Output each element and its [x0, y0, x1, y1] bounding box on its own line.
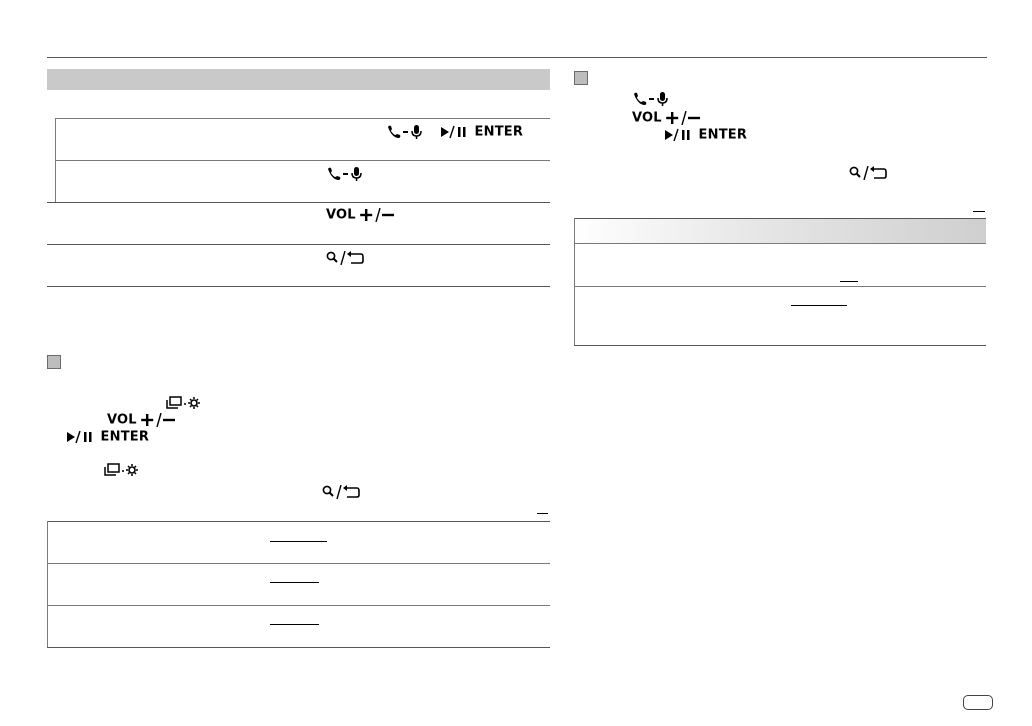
plus-minus-icon	[360, 208, 396, 222]
section-header-bar	[47, 69, 550, 90]
play-pause-enter-button	[66, 430, 149, 444]
phone-icon	[386, 124, 426, 140]
table-rule	[47, 563, 550, 564]
underline-mark	[537, 513, 548, 514]
phone-mic-button	[326, 166, 366, 182]
phone-mic-button	[632, 91, 672, 107]
plus-minus-icon	[666, 111, 702, 125]
default-underline	[791, 305, 847, 306]
play-pause-enter-button	[440, 125, 523, 139]
display-settings-icon	[166, 396, 202, 410]
table-rule	[574, 286, 986, 287]
vol-label: VOL	[107, 412, 137, 428]
display-settings-icon	[104, 463, 140, 477]
volume-control	[107, 413, 177, 427]
table-rule	[574, 345, 986, 346]
play-pause-icon	[66, 430, 96, 444]
table-rule	[47, 521, 550, 522]
table-rule	[574, 243, 986, 244]
table-border	[574, 218, 575, 345]
vol-label: VOL	[326, 207, 356, 223]
search-back-button	[326, 251, 364, 265]
table-rule	[47, 244, 550, 245]
table-border	[47, 521, 48, 647]
table-rule	[47, 286, 550, 287]
underline-mark	[973, 211, 985, 212]
display-settings-button	[166, 396, 202, 410]
table-rule	[47, 202, 550, 203]
table-rule	[55, 118, 550, 119]
play-pause-icon	[440, 125, 470, 139]
phone-mic-button	[386, 124, 426, 140]
section-marker	[47, 355, 61, 369]
phone-icon	[326, 166, 366, 182]
page-number-badge	[963, 695, 993, 710]
table-header-bar	[574, 219, 986, 243]
search-back-icon	[849, 166, 887, 180]
table-border	[55, 118, 56, 202]
top-rule	[47, 57, 987, 58]
table-rule	[55, 160, 550, 161]
default-underline	[270, 541, 327, 542]
volume-control	[632, 111, 702, 125]
default-underline	[270, 624, 319, 625]
default-underline	[270, 582, 319, 583]
table-rule	[47, 605, 550, 606]
play-pause-enter-button	[664, 128, 747, 142]
search-back-icon	[326, 251, 364, 265]
default-underline	[840, 281, 858, 282]
enter-label: ENTER	[474, 124, 524, 140]
search-back-button	[849, 166, 887, 180]
table-rule	[47, 647, 550, 648]
section-marker	[574, 71, 588, 85]
play-pause-icon	[664, 128, 694, 142]
vol-label: VOL	[632, 110, 662, 126]
display-settings-button	[104, 463, 140, 477]
search-back-button	[322, 485, 360, 499]
enter-label: ENTER	[698, 127, 748, 143]
search-back-icon	[322, 485, 360, 499]
plus-minus-icon	[141, 413, 177, 427]
phone-icon	[632, 91, 672, 107]
volume-control	[326, 208, 396, 222]
enter-label: ENTER	[100, 429, 150, 445]
